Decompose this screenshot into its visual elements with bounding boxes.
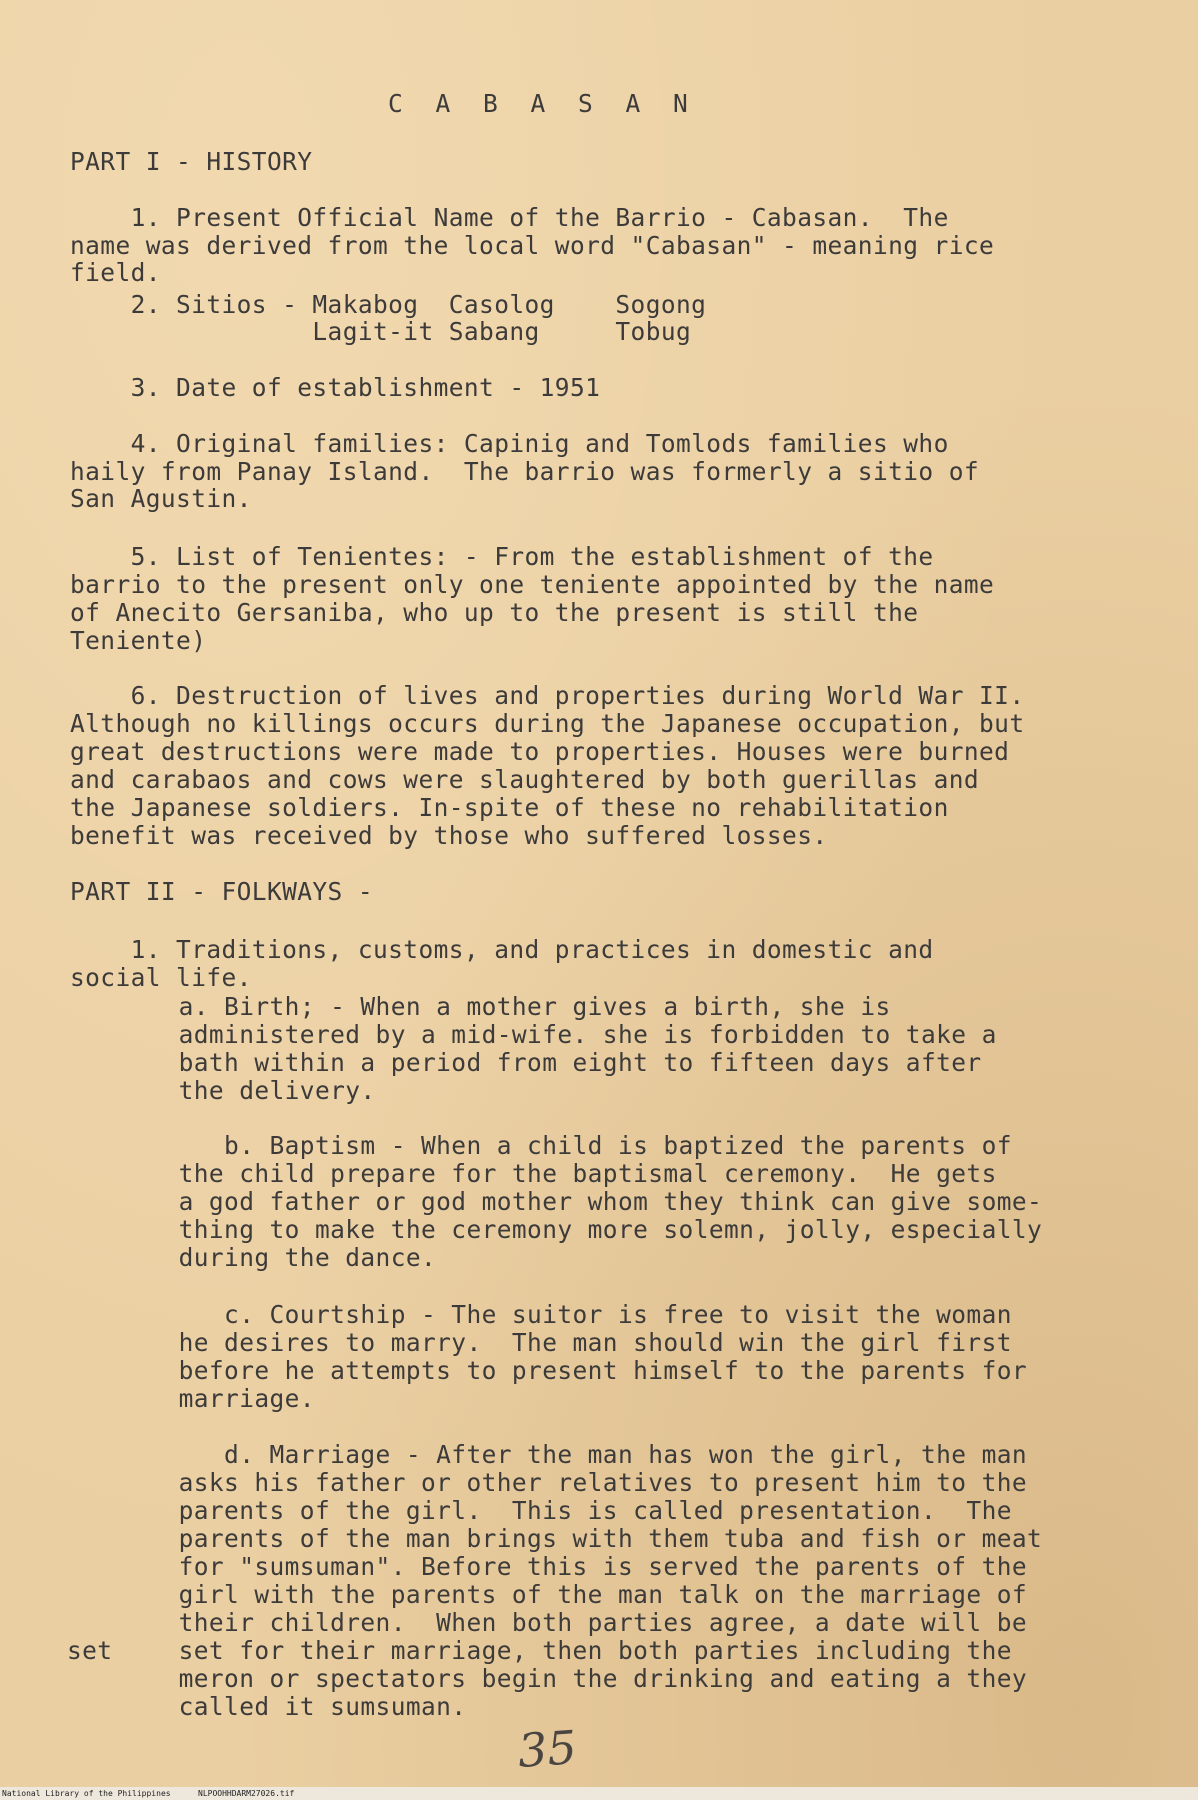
text-line: Lagit-it Sabang Tobug (70, 317, 692, 346)
text-line: c. Courtship - The suitor is free to visit the woman (118, 1300, 1012, 1329)
text-line: for "sumsuman". Before this is served the parents of the (118, 1552, 1028, 1581)
part2-heading: PART II - FOLKWAYS - (70, 877, 374, 906)
text-line: great destructions were made to properties. Houses were burned (70, 737, 1010, 766)
footer-library-name: National Library of the Philippines (2, 1789, 171, 1798)
text-line: haily from Panay Island. The barrio was formerly a sitio of (70, 457, 980, 486)
text-line: name was derived from the local word "Cabasan" - meaning rice (70, 231, 995, 260)
text-line: 1. Traditions, customs, and practices in domestic and (70, 935, 934, 964)
text-line: of Anecito Gersaniba, who up to the present is still the (70, 598, 919, 627)
text-line: parents of the girl. This is called presentation. The (118, 1496, 1012, 1525)
text-line: b. Baptism - When a child is baptized the parents of (118, 1131, 1012, 1160)
text-line: the child prepare for the baptismal ceremony. He gets (118, 1159, 997, 1188)
text-line: the delivery. (118, 1076, 376, 1105)
text-line: he desires to marry. The man should win the girl first (118, 1328, 1012, 1357)
text-line: parents of the man brings with them tuba and fish or meat (118, 1524, 1043, 1553)
text-line: San Agustin. (70, 484, 252, 513)
text-line: meron or spectators begin the drinking and eating a they (118, 1664, 1028, 1693)
text-line: called it sumsuman. (118, 1692, 467, 1721)
text-line: social life. (70, 963, 252, 992)
text-line: 5. List of Tenientes: - From the establishment of the (70, 542, 934, 571)
text-line: 6. Destruction of lives and properties during World War II. (70, 681, 1025, 710)
text-line: set for their marriage, then both parties including the (118, 1636, 1012, 1665)
text-line: the Japanese soldiers. In-spite of these no rehabilitation (70, 793, 949, 822)
text-line: asks his father or other relatives to present him to the (118, 1468, 1028, 1497)
text-line: thing to make the ceremony more solemn, jolly, especially (118, 1215, 1043, 1244)
text-line: benefit was received by those who suffered losses. (70, 821, 828, 850)
footer-file-name: NLPOOHHDARM27026.tif (198, 1789, 295, 1798)
text-line: bath within a period from eight to fifteen days after (118, 1048, 982, 1077)
text-line: 4. Original families: Capinig and Tomlods families who (70, 429, 949, 458)
text-line: 3. Date of establishment - 1951 (70, 373, 601, 402)
document-title: C A B A S A N (388, 89, 697, 118)
handwritten-page-number: 35 (516, 1720, 579, 1778)
text-line: administered by a mid-wife. she is forbidden to take a (118, 1020, 997, 1049)
text-line: 2. Sitios - Makabog Casolog Sogong (70, 290, 707, 319)
text-line: field. (70, 258, 161, 287)
text-line: Although no killings occurs during the Japanese occupation, but (70, 709, 1025, 738)
text-line: before he attempts to present himself to the parents for (118, 1356, 1028, 1385)
text-line: during the dance. (118, 1243, 437, 1272)
margin-note: set (67, 1636, 113, 1665)
scan-footer (0, 1787, 1198, 1800)
text-line: a. Birth; - When a mother gives a birth, she is (118, 992, 891, 1021)
text-line: and carabaos and cows were slaughtered by both guerillas and (70, 765, 980, 794)
text-line: 1. Present Official Name of the Barrio - Cabasan. The (70, 203, 949, 232)
text-line: Teniente) (70, 626, 207, 655)
text-line: a god father or god mother whom they think can give some- (118, 1187, 1043, 1216)
text-line: girl with the parents of the man talk on the marriage of (118, 1580, 1028, 1609)
text-line: their children. When both parties agree, a date will be (118, 1608, 1028, 1637)
text-line: d. Marriage - After the man has won the girl, the man (118, 1440, 1028, 1469)
text-line: marriage. (118, 1384, 315, 1413)
text-line: barrio to the present only one teniente appointed by the name (70, 570, 995, 599)
part1-heading: PART I - HISTORY (70, 147, 313, 176)
